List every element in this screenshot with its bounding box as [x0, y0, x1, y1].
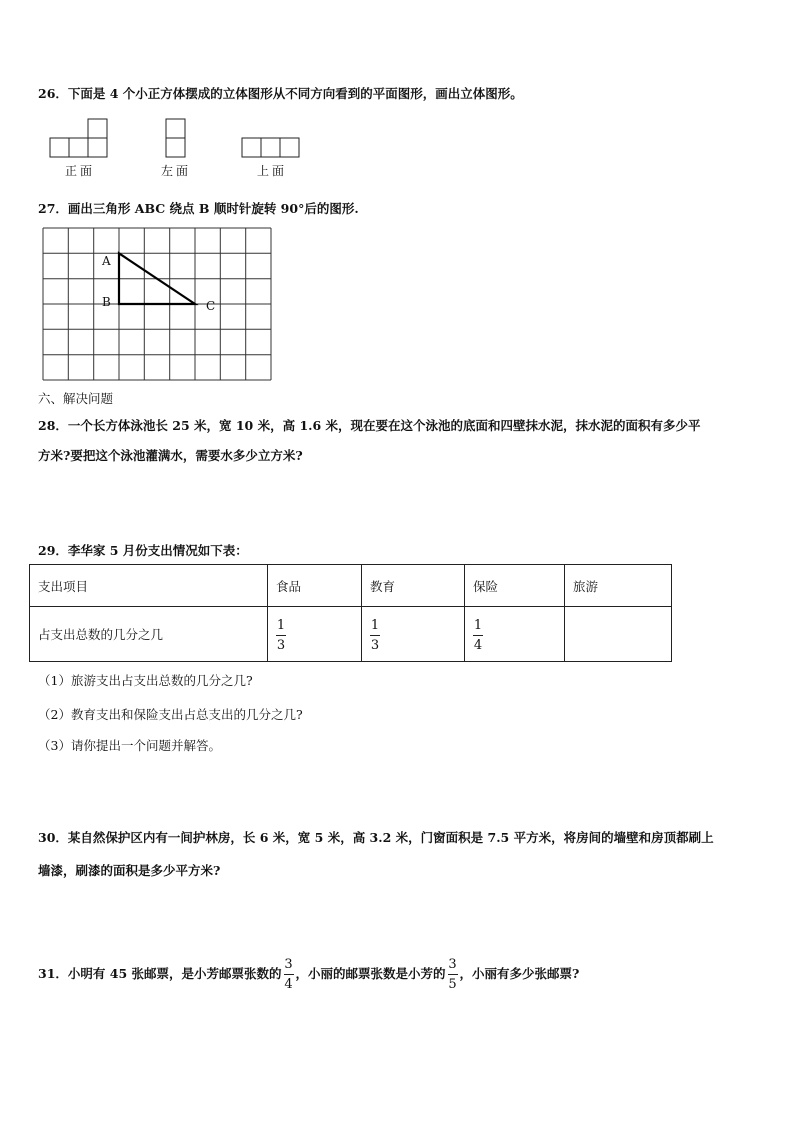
question-text-line2: 方米?要把这个泳池灌满水，需要水多少立方米? [38, 448, 303, 463]
denominator: 4 [284, 977, 293, 992]
grid-drawing [42, 227, 274, 383]
numerator: 1 [370, 617, 380, 633]
question-28-line2 [38, 446, 303, 464]
question-number: 30． [38, 830, 68, 845]
question-text-part2: ，小丽的邮票张数是小芳的 [295, 966, 446, 981]
fraction-cell-food [268, 607, 362, 662]
table-row [30, 607, 672, 662]
fraction [284, 958, 294, 991]
question-text-part3: ，小丽有多少张邮票? [459, 966, 580, 981]
header-cell: 支出项目 [30, 565, 268, 607]
denominator: 3 [276, 637, 286, 653]
q29-sub2: （2）教育支出和保险支出占总支出的几分之几? [38, 707, 303, 722]
caption-left: 左面 [161, 164, 192, 178]
question-number: 31． [38, 966, 68, 981]
question-text: 下面是 4 个小正方体摆成的立体图形从不同方向看到的平面图形，画出立体图形。 [67, 86, 523, 101]
denominator: 4 [473, 637, 483, 653]
section-title: 六、解决问题 [38, 391, 114, 406]
question-29 [38, 541, 248, 559]
question-text: 李华家 5 月份支出情况如下表： [67, 543, 248, 558]
fraction-cell-travel [565, 607, 672, 662]
header-cell: 食品 [268, 565, 362, 607]
fraction [370, 619, 380, 652]
fraction-cell-insurance [465, 607, 565, 662]
label-c: C [206, 299, 216, 313]
header-cell: 旅游 [565, 565, 672, 607]
caption-top: 上面 [257, 164, 288, 178]
label-a: A [102, 254, 111, 268]
numerator: 1 [276, 617, 286, 633]
fraction-cell-education [362, 607, 465, 662]
caption-front: 正面 [65, 164, 96, 178]
numerator: 3 [448, 957, 457, 972]
fraction [473, 619, 483, 652]
three-views-figure [48, 117, 318, 179]
question-number: 28． [38, 418, 68, 433]
question-text: 画出三角形 ABC 绕点 B 顺时针旋转 90°后的图形. [67, 201, 359, 216]
question-text-line1: 某自然保护区内有一间护林房，长 6 米，宽 5 米，高 3.2 米，门窗面积是 7.5 平方米，将房间的墙壁和房顶都刷上 [67, 830, 714, 845]
question-number: 29． [38, 543, 68, 558]
fraction [276, 619, 286, 652]
header-cell: 保险 [465, 565, 565, 607]
question-text-line1: 一个长方体泳池长 25 米，宽 10 米，高 1.6 米，现在要在这个泳池的底面和四壁抹水泥，抹水泥的面积有多少平 [67, 418, 701, 433]
fraction [448, 958, 458, 991]
question-text-line2: 墙漆，刷漆的面积是多少平方米? [38, 863, 221, 878]
views-drawing [48, 117, 318, 161]
row-label: 占支出总数的几分之几 [30, 607, 268, 662]
label-b: B [102, 295, 111, 309]
question-30-line2 [38, 861, 220, 879]
numerator: 3 [284, 957, 293, 972]
question-28 [38, 416, 701, 434]
expense-table [29, 564, 672, 662]
question-26 [38, 84, 523, 102]
question-number: 27． [38, 201, 68, 216]
rotation-grid [42, 227, 274, 383]
denominator: 3 [370, 637, 380, 653]
question-31 [38, 956, 579, 992]
table-header-row [30, 565, 672, 607]
question-text-part1: 小明有 45 张邮票，是小芳邮票张数的 [67, 966, 282, 981]
header-cell: 教育 [362, 565, 465, 607]
question-27 [38, 199, 359, 217]
q29-sub3: （3）请你提出一个问题并解答。 [38, 738, 221, 753]
question-number: 26． [38, 86, 68, 101]
denominator: 5 [448, 977, 457, 992]
numerator: 1 [473, 617, 483, 633]
question-30 [38, 828, 714, 846]
q29-sub1: （1）旅游支出占支出总数的几分之几? [38, 673, 253, 688]
